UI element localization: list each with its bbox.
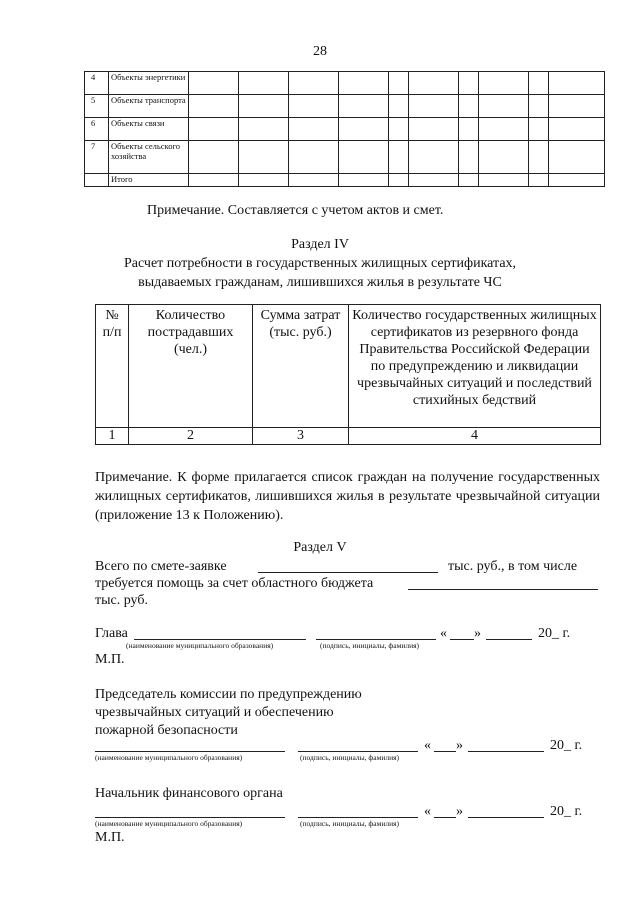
signature-caption: (подпись, инициалы, фамилия) — [320, 641, 420, 650]
row-number: 5 — [85, 95, 109, 118]
chairman-day-field[interactable] — [434, 751, 456, 752]
stamp-place: М.П. — [95, 830, 125, 845]
row-name: Объекты сельского хозяйства — [109, 141, 189, 174]
total-suffix: тыс. руб., в том числе — [448, 559, 578, 574]
row-name: Итого — [109, 174, 189, 187]
page-number: 28 — [313, 44, 327, 59]
row-name: Объекты транспорта — [109, 95, 189, 118]
header-certificates: Количество государственных жилищных сертификатов из резервного фонда Правительства Российской Федерации по предупреждению и ликвидации чрезвычайных ситуаций и последствий стихийных бедствий — [349, 305, 601, 428]
note-acts: Примечание. Составляется с учетом актов и смет. — [147, 203, 444, 218]
col-number: 3 — [253, 428, 349, 445]
quote-close: » — [456, 804, 463, 819]
header-num: № п/п — [96, 305, 129, 428]
row-number: 6 — [85, 118, 109, 141]
municipality-caption: (наименование муниципального образования) — [95, 819, 243, 828]
header-victims: Количество пострадавших (чел.) — [129, 305, 253, 428]
regional-budget-unit: тыс. руб. — [95, 593, 148, 608]
finance-signature-field[interactable] — [298, 817, 418, 818]
row-number — [85, 174, 109, 187]
section4-title: Раздел IV — [291, 237, 349, 252]
col-number: 1 — [96, 428, 129, 445]
stamp-place: М.П. — [95, 652, 125, 667]
section5-title: Раздел V — [293, 540, 347, 555]
quote-close: » — [474, 626, 481, 641]
finance-day-field[interactable] — [434, 817, 456, 818]
table-row — [85, 141, 605, 174]
row-number: 4 — [85, 72, 109, 95]
quote-open: « — [424, 804, 431, 819]
certificates-table — [95, 304, 601, 445]
chairman-year: 20_ г. — [550, 738, 583, 753]
head-signature-field[interactable] — [316, 639, 436, 640]
table-row — [85, 118, 605, 141]
head-label: Глава — [95, 626, 128, 641]
row-name: Объекты связи — [109, 118, 189, 141]
signature-caption: (подпись, инициалы, фамилия) — [300, 819, 400, 828]
row-name: Объекты энергетики — [109, 72, 189, 95]
chairman-title-2: чрезвычайных ситуаций и обеспечению — [95, 705, 334, 720]
chairman-municipality-field[interactable] — [95, 751, 285, 752]
finance-head-title: Начальник финансового органа — [95, 786, 283, 801]
quote-open: « — [424, 738, 431, 753]
regional-budget-field[interactable] — [408, 589, 598, 590]
municipality-caption: (наименование муниципального образования) — [126, 641, 274, 650]
municipality-caption: (наименование муниципального образования) — [95, 753, 243, 762]
col-number: 2 — [129, 428, 253, 445]
quote-open: « — [440, 626, 447, 641]
note-certificates: Примечание. К форме прилагается список граждан на получение государственных жилищных сертификатов, лишившихся жилья в результате чрезвычайной ситуации (приложение 13 к Положению). — [95, 470, 600, 523]
finance-municipality-field[interactable] — [95, 817, 285, 818]
total-amount-field[interactable] — [258, 572, 438, 573]
total-label: Всего по смете-заявке — [95, 559, 227, 574]
head-year: 20_ г. — [538, 626, 571, 641]
table-row-total — [85, 174, 605, 187]
table-header-row — [96, 305, 601, 428]
row-number: 7 — [85, 141, 109, 174]
head-municipality-field[interactable] — [134, 639, 306, 640]
table-row — [85, 95, 605, 118]
col-number: 4 — [349, 428, 601, 445]
chairman-title-1: Председатель комиссии по предупреждению — [95, 687, 362, 702]
signature-caption: (подпись, инициалы, фамилия) — [300, 753, 400, 762]
chairman-signature-field[interactable] — [298, 751, 418, 752]
section4-subtitle-2: выдаваемых гражданам, лишившихся жилья в результате ЧС — [138, 275, 502, 290]
finance-year: 20_ г. — [550, 804, 583, 819]
header-costs: Сумма затрат (тыс. руб.) — [253, 305, 349, 428]
regional-budget-label: требуется помощь за счет областного бюджета — [95, 576, 374, 591]
head-day-field[interactable] — [450, 639, 474, 640]
table-numbers-row — [96, 428, 601, 445]
quote-close: » — [456, 738, 463, 753]
objects-table — [84, 71, 605, 187]
chairman-month-field[interactable] — [468, 751, 544, 752]
head-month-field[interactable] — [486, 639, 532, 640]
table-row — [85, 72, 605, 95]
section4-subtitle-1: Расчет потребности в государственных жилищных сертификатах, — [123, 256, 517, 271]
finance-month-field[interactable] — [468, 817, 544, 818]
chairman-title-3: пожарной безопасности — [95, 723, 238, 738]
